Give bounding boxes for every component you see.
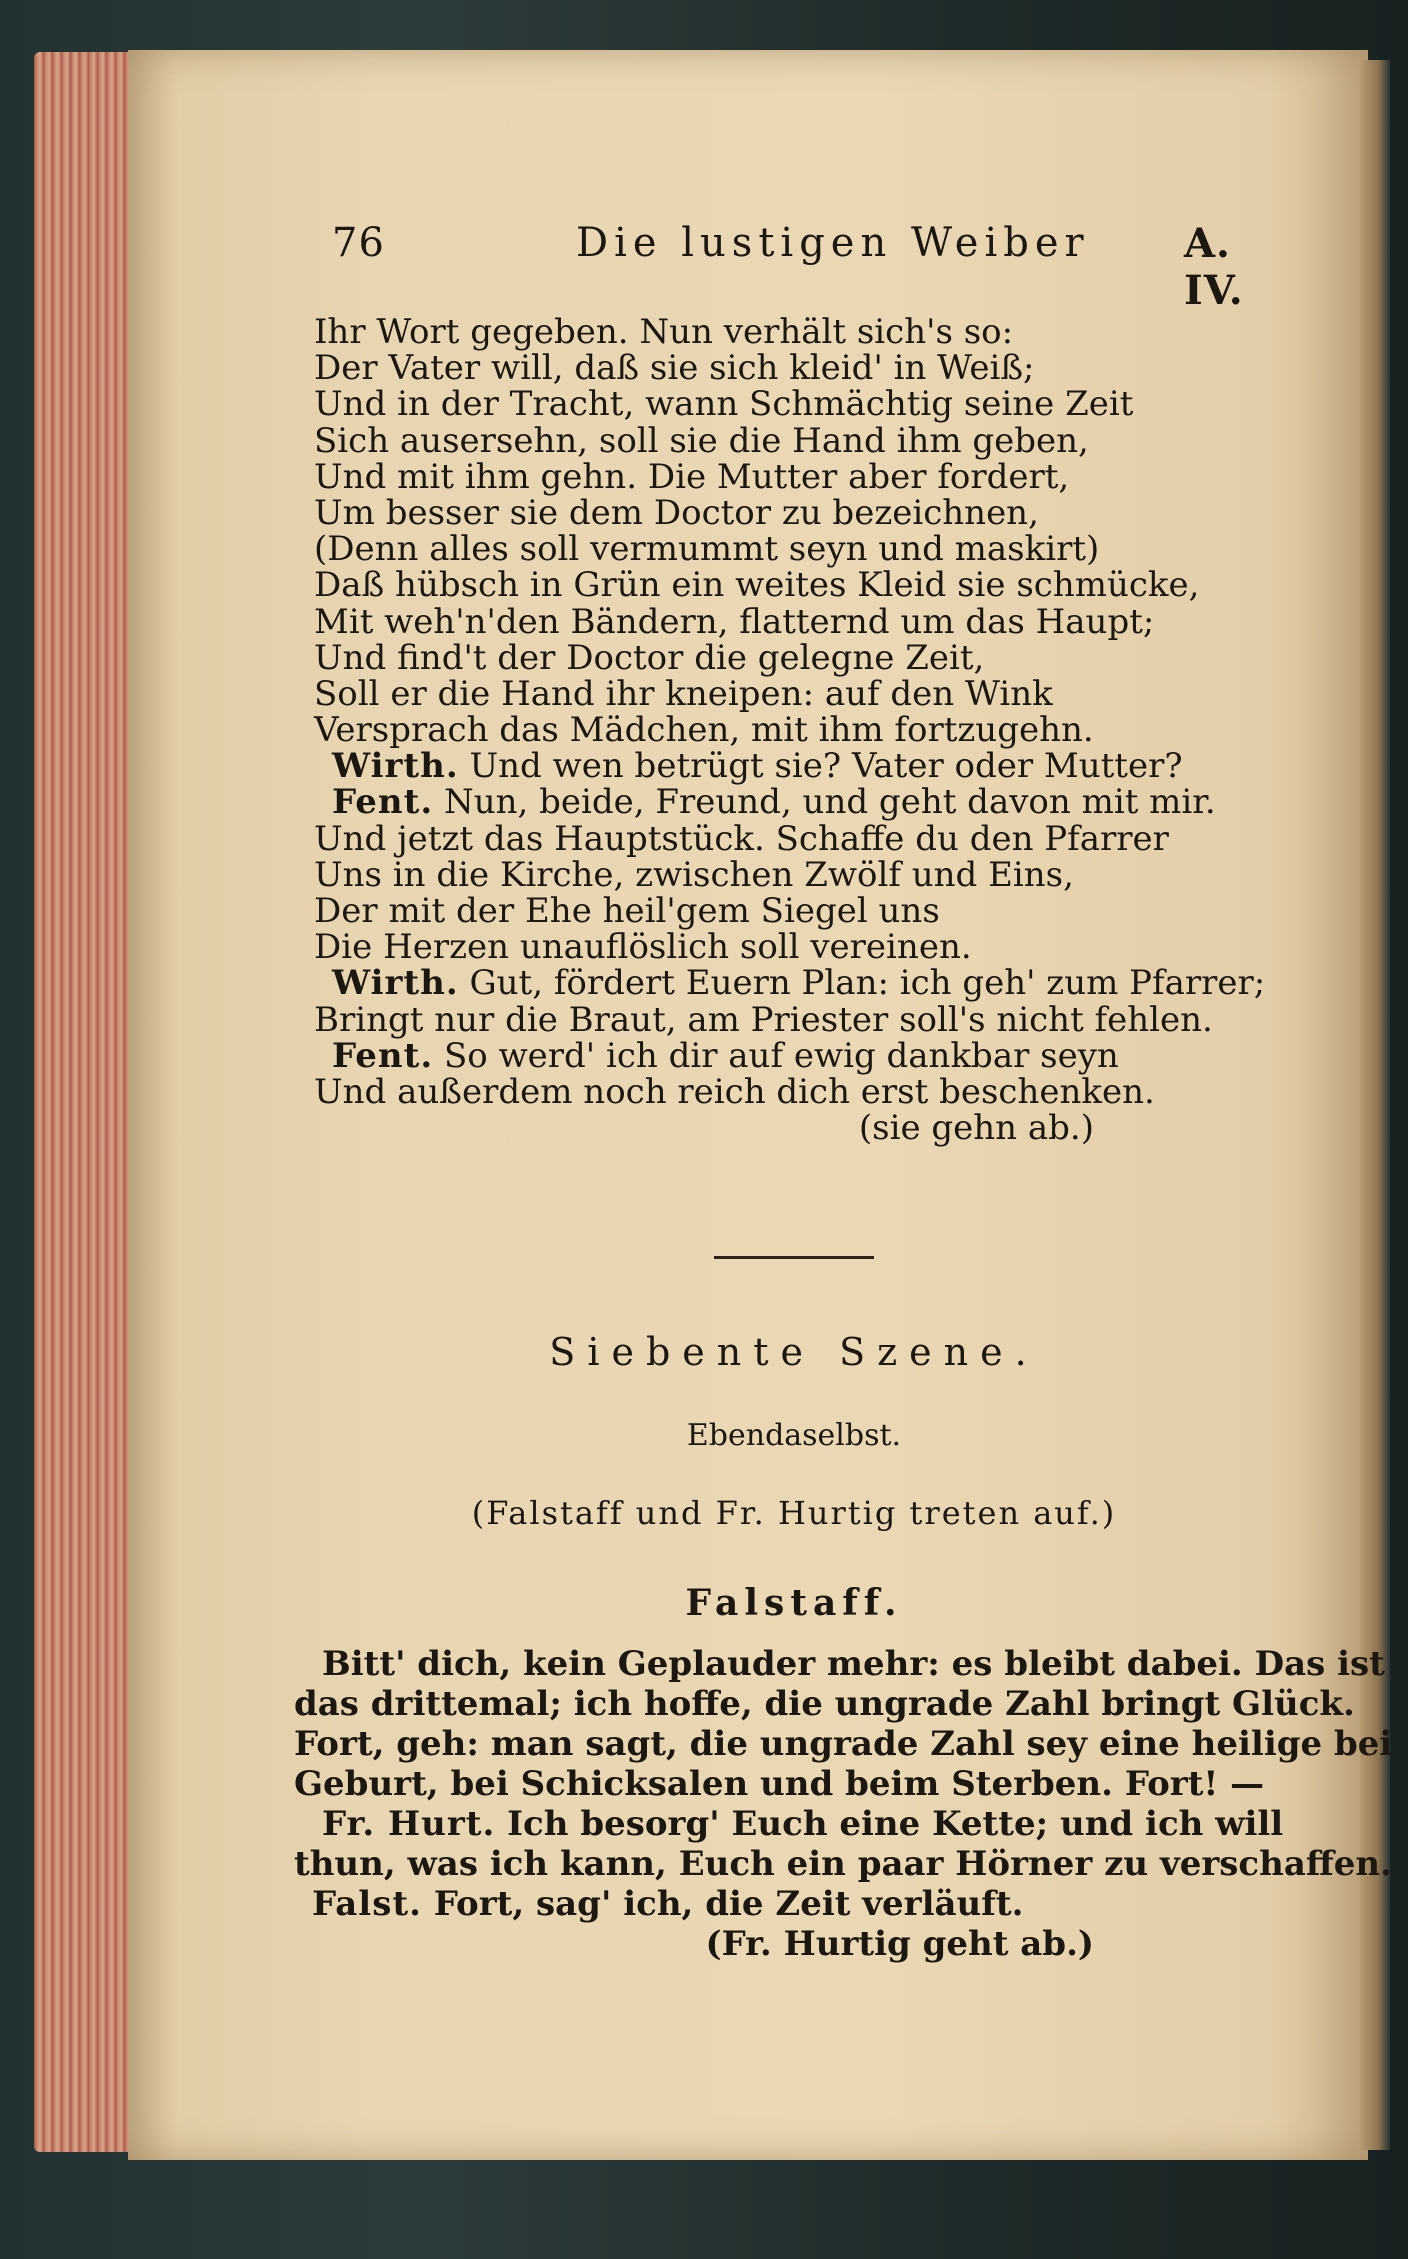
line-text: Bringt nur die Braut, am Priester soll's nicht fehlen. (314, 999, 1213, 1040)
line-text: das drittemal; ich hoffe, die ungrade Zahl bringt Glück. (294, 1684, 1355, 1724)
line-text: Und jetzt das Hauptstück. Schaffe du den Pfarrer (314, 818, 1169, 859)
text-line (314, 348, 1274, 389)
speaker-name: Fent. (332, 1035, 434, 1076)
line-text: Gut, fördert Euern Plan: ich geh' zum Pfarrer; (469, 963, 1266, 1004)
line-text: Soll er die Hand ihr kneipen: auf den Wink (314, 673, 1053, 714)
text-line (314, 420, 1274, 461)
dialogue-passage-2 (294, 1644, 1393, 1964)
text-line (314, 963, 1274, 1004)
line-text: So werd' ich dir auf ewig dankbar seyn (444, 1035, 1119, 1076)
running-header (314, 220, 1274, 314)
text-line (314, 456, 1274, 497)
line-text: Daß hübsch in Grün ein weites Kleid sie schmücke, (314, 565, 1200, 606)
text-line (314, 565, 1274, 606)
page-number: 76 (332, 220, 385, 266)
line-text: Und mit ihm gehn. Die Mutter aber fordert, (314, 456, 1070, 497)
line-text: Sich ausersehn, soll sie die Hand ihm geben, (314, 420, 1089, 461)
text-line (314, 818, 1274, 859)
line-text: Und in der Tracht, wann Schmächtig seine Zeit (314, 384, 1134, 425)
text-line (314, 854, 1274, 895)
exit-direction: (sie gehn ab.) (858, 1108, 1094, 1149)
text-line (314, 314, 1274, 350)
line-text: Mit weh'n'den Bändern, flatternd um das Haupt; (314, 601, 1155, 642)
line-text: Uns in die Kirche, zwischen Zwölf und Eins, (314, 854, 1074, 895)
text-line (294, 1724, 1393, 1764)
text-line (294, 1764, 1294, 1804)
text-line (314, 710, 1274, 751)
line-text: Die Herzen unauflöslich soll vereinen. (314, 927, 972, 968)
text-line (314, 746, 1274, 787)
line-text: Und find't der Doctor die gelegne Zeit, (314, 637, 985, 678)
line-text: Um besser sie dem Doctor zu bezeichnen, (314, 492, 1039, 533)
speaker-name: Fr. Hurt. (322, 1804, 496, 1844)
speaker-name: Falst. (312, 1884, 422, 1924)
text-line (294, 1684, 1355, 1724)
page-gutter (1360, 60, 1390, 2150)
text-line (314, 492, 1274, 533)
line-text: Bitt' dich, kein Geplauder mehr: es bleibt dabei. Das ist (322, 1644, 1385, 1684)
speaker-name: Wirth. (332, 963, 459, 1004)
exit-direction: (Fr. Hurtig geht ab.) (705, 1924, 1094, 1964)
text-line (314, 529, 1274, 570)
text-line (294, 1804, 1294, 1844)
text-line (314, 1035, 1274, 1076)
text-line (314, 637, 1274, 678)
scene-location: Ebendaselbst. (686, 1418, 902, 1453)
text-line (314, 1071, 1274, 1112)
line-text: Und wen betrügt sie? Vater oder Mutter? (469, 746, 1183, 787)
text-line (314, 673, 1274, 714)
text-line (314, 384, 1274, 425)
act-label: A. IV. (1184, 220, 1244, 314)
line-text: Nun, beide, Freund, und geht davon mit mir. (444, 782, 1216, 823)
text-line (314, 782, 1274, 823)
line-text: Versprach das Mädchen, mit ihm fortzugehn. (314, 710, 1094, 751)
line-text: Ich besorg' Euch eine Kette; und ich will (507, 1804, 1284, 1844)
text-line (294, 1644, 1385, 1684)
text-line (314, 601, 1274, 642)
text-line (294, 1884, 1294, 1924)
stage-direction: (Falstaff und Fr. Hurtig treten auf.) (471, 1494, 1117, 1532)
scene-title: Siebente Szene. (549, 1330, 1039, 1374)
dialogue-passage-1 (314, 312, 1274, 1149)
line-text: Geburt, bei Schicksalen und beim Sterben. Fort! — (294, 1764, 1265, 1804)
speaker-heading: Falstaff. (685, 1582, 903, 1624)
running-title: Die lustigen Weiber (576, 220, 1090, 266)
line-text: Fort, sag' ich, die Zeit verläuft. (433, 1884, 1024, 1924)
line-text: (Denn alles soll vermummt seyn und maskirt) (314, 529, 1100, 570)
text-line (314, 999, 1274, 1040)
line-text: thun, was ich kann, Euch ein paar Hörner zu verschaffen. (294, 1844, 1392, 1884)
text-line (314, 893, 1274, 929)
line-text: Der Vater will, daß sie sich kleid' in Weiß; (314, 348, 1035, 389)
text-line (294, 1844, 1392, 1884)
text-line (314, 927, 1274, 968)
line-text: Fort, geh: man sagt, die ungrade Zahl sey eine heilige bei (294, 1724, 1393, 1764)
speaker-name: Wirth. (332, 746, 459, 787)
line-text: Und außerdem noch reich dich erst beschenken. (314, 1071, 1155, 1112)
scene-divider-rule (714, 1256, 874, 1259)
page-content (294, 220, 1393, 1964)
line-text: Ihr Wort gegeben. Nun verhält sich's so: (314, 312, 1014, 352)
speaker-name: Fent. (332, 782, 434, 823)
line-text: Der mit der Ehe heil'gem Siegel uns (314, 891, 940, 931)
